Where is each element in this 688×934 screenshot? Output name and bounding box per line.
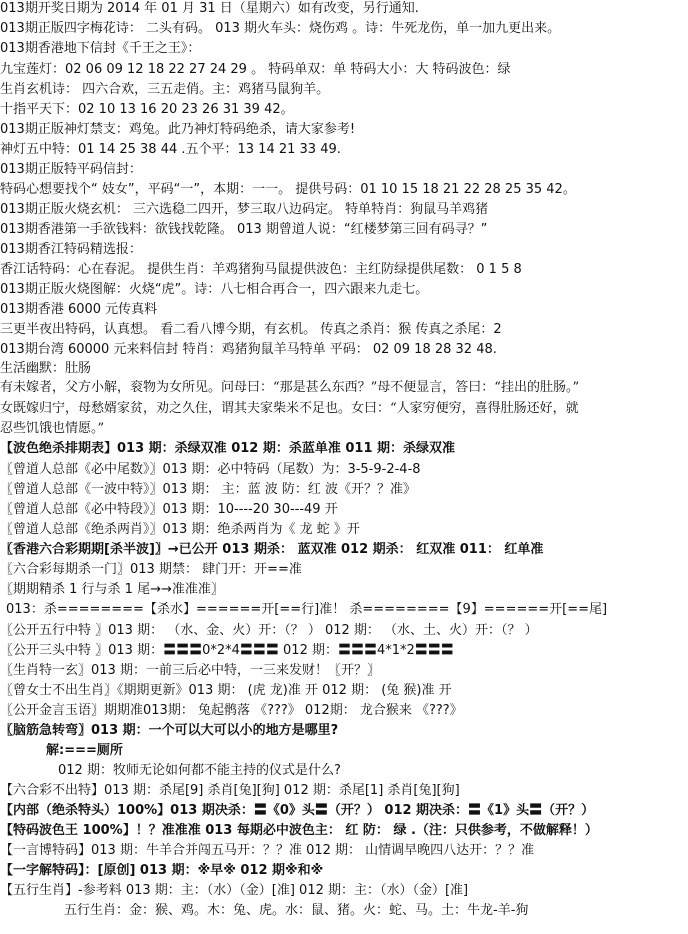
text-line-4: 九宝莲灯：02 06 09 12 18 22 27 24 29 。 特码单双：单 特码大小：大 特码波色：绿 [0, 62, 511, 77]
text-line-35: 〖曾女士不出生肖〗《期期更新》013 期： (虎 龙)准 开 012 期： (兔 猴)准 开 [0, 683, 452, 698]
text-line-26: 〖曾道人总部《必中特段》〗013 期：10----20 30---49 开 [0, 502, 338, 517]
text-line-33: 〖公开三头中特 〗013 期：〓〓〓0*2*4〓〓〓 012 期：〓〓〓4*1*2〓〓〓 [0, 643, 454, 658]
text-line-30: 〖期期精杀 1 行与杀 1 尾→→准准准〗 [0, 582, 224, 597]
text-line-13: 013期香江特码精选报： [0, 242, 142, 257]
text-line-41: 【内部（绝杀特头）100%】013 期决杀：〓《0》头〓（开？） 012 期决杀：〓《1》头〓（开？） [0, 803, 595, 818]
text-line-25: 〖曾道人总部《一波中特》〗013 期： 主：蓝 波 防：红 波《开？？准》 [0, 482, 416, 497]
text-line-9: 013期正版特平码信封： [0, 162, 142, 177]
text-line-24: 〖曾道人总部《必中尾数》〗013 期：必中特码（尾数）为：3-5-9-2-4-8 [0, 462, 421, 477]
text-line-46: 五行生肖：金：猴、鸡。木：兔、虎。水：鼠、猪。火：蛇、马。土：牛龙-羊-狗 [64, 903, 529, 918]
text-line-32: 〖公开五行中特 〗013 期： （水、金、火）开：（？ ） 012 期： （水、土、火）开：（？ ） [0, 623, 538, 638]
text-line-37: 〖脑筋急转弯〗013 期：一个可以大可以小的地方是哪里? [0, 723, 339, 738]
text-line-16: 013期香港 6000 元传真料 [0, 302, 158, 317]
text-line-15: 013期正版火烧图解：火烧“虎”。诗：八七相合再合一，四六跟来九走七。 [0, 282, 429, 297]
text-line-12: 013期香港第一手欲钱料：欲钱找乾隆。 013 期曾道人说：“红楼梦第三回有码寻？” [0, 222, 488, 237]
text-line-42: 【特码波色王 100%】！？准准准 013 每期必中波色主： 红 防： 绿 .（注：只供参考，不做解释！） [0, 823, 598, 838]
text-line-20: 有未嫁者，父方小解，衮物为女所见。问母曰：“那是甚么东西？”母不便显言，答曰：“挂出的肚肠。” [0, 380, 580, 395]
text-line-6: 十指平天下：02 10 13 16 20 23 26 31 39 42。 [0, 102, 294, 117]
text-line-40: 【六合彩不出特】013 期：杀尾[9] 杀肖[兔][狗] 012 期：杀尾[1] 杀肖[兔][狗] [0, 783, 460, 798]
text-line-36: 〖公开金言玉语〗期期准013期： 兔起鹘落 《???》 012期： 龙合猴来 《???》 [0, 703, 463, 718]
text-line-19: 生活幽默：肚肠 [0, 361, 92, 376]
text-line-27: 〖曾道人总部《绝杀两肖》〗013 期：绝杀两肖为《 龙 蛇 》开 [0, 522, 360, 537]
text-line-3: 013期香港地下信封《千王之王》： [0, 41, 201, 56]
text-line-23: 【波色绝杀排期表】013 期：杀绿双准 012 期：杀蓝单准 011 期：杀绿双准 [0, 441, 456, 456]
text-line-31: 013：杀========【杀水】======开[==行]准！ 杀========【9】======开[==尾] [6, 602, 608, 617]
text-line-14: 香江话特码：心在春泥。 提供生肖：羊鸡猪狗马鼠提供波色：主红防绿提供尾数： 0 1 5 8 [0, 262, 522, 277]
text-line-1: 013期开奖日期为 2014 年 01 月 31 日（星期六）如有改变，另行通知. [0, 1, 419, 16]
text-line-45: 【五行生肖】-参考料 013 期：主：（水）（金）[准] 012 期：主：（水）（金）[准] [0, 883, 469, 898]
text-line-17: 三更半夜出特码，认真想。 看二看八博今期，有玄机。 传真之杀肖：猴 传真之杀尾：2 [0, 322, 502, 337]
text-line-38: 解:===厕所 [46, 743, 123, 758]
text-line-34: 〖生肖特一玄〗013 期：一前三后必中特，一三来发财！〖开？〗 [0, 663, 380, 678]
text-line-39: 012 期：牧师无论如何都不能主持的仪式是什么? [58, 763, 341, 778]
text-line-2: 013期正版四字梅花诗： 二头有码。 013 期火车头：烧伤鸡 。诗：牛死龙伤，单一加九更出来。 [0, 21, 561, 36]
text-line-44: 【一字解特码】：[原创] 013 期：※早※ 012 期※和※ [0, 863, 324, 878]
text-line-11: 013期正版火烧玄机： 三六选稳二四开，梦三取八边码定。 特单特肖：狗鼠马羊鸡猪 [0, 202, 489, 217]
text-line-10: 特码心想要找个“ 妓女”，平码“一”，本期：一一。 提供号码：01 10 15 18 21 22 28 25 35 42。 [0, 182, 576, 197]
text-line-22: 忍些饥饿也情愿。” [0, 421, 105, 436]
text-line-21: 女既嫁归宁，母愁婿家贫，劝之久住，谓其夫家柴米不足也。女曰：“人家穷便穷，喜得肚肠还好，就 [0, 401, 579, 416]
text-line-5: 生肖玄机诗： 四六合欢，三五走俏。主：鸡猪马鼠狗羊。 [0, 82, 330, 97]
text-line-7: 013期正版神灯禁支：鸡兔。此乃神灯特码绝杀，请大家参考! [0, 122, 356, 137]
text-line-8: 神灯五中特：01 14 25 38 44 .五个平：13 14 21 33 49. [0, 142, 341, 157]
text-line-43: 【一言博特码】013 期：牛羊合并闯五马开：？？准 012 期： 山情调早晚四八达开：？？准 [0, 843, 535, 858]
text-line-18: 013期台湾 60000 元来料信封 特肖：鸡猪狗鼠羊马特单 平码： 02 09 18 28 32 48. [0, 342, 497, 357]
text-line-28: 〖香港六合彩期期[杀半波]〗→已公开 013 期杀： 蓝双准 012 期杀： 红双准 011： 红单准 [0, 542, 544, 557]
text-line-29: 〖六合彩每期杀一门〗013 期禁： 肆门开：开==准 [0, 562, 302, 577]
